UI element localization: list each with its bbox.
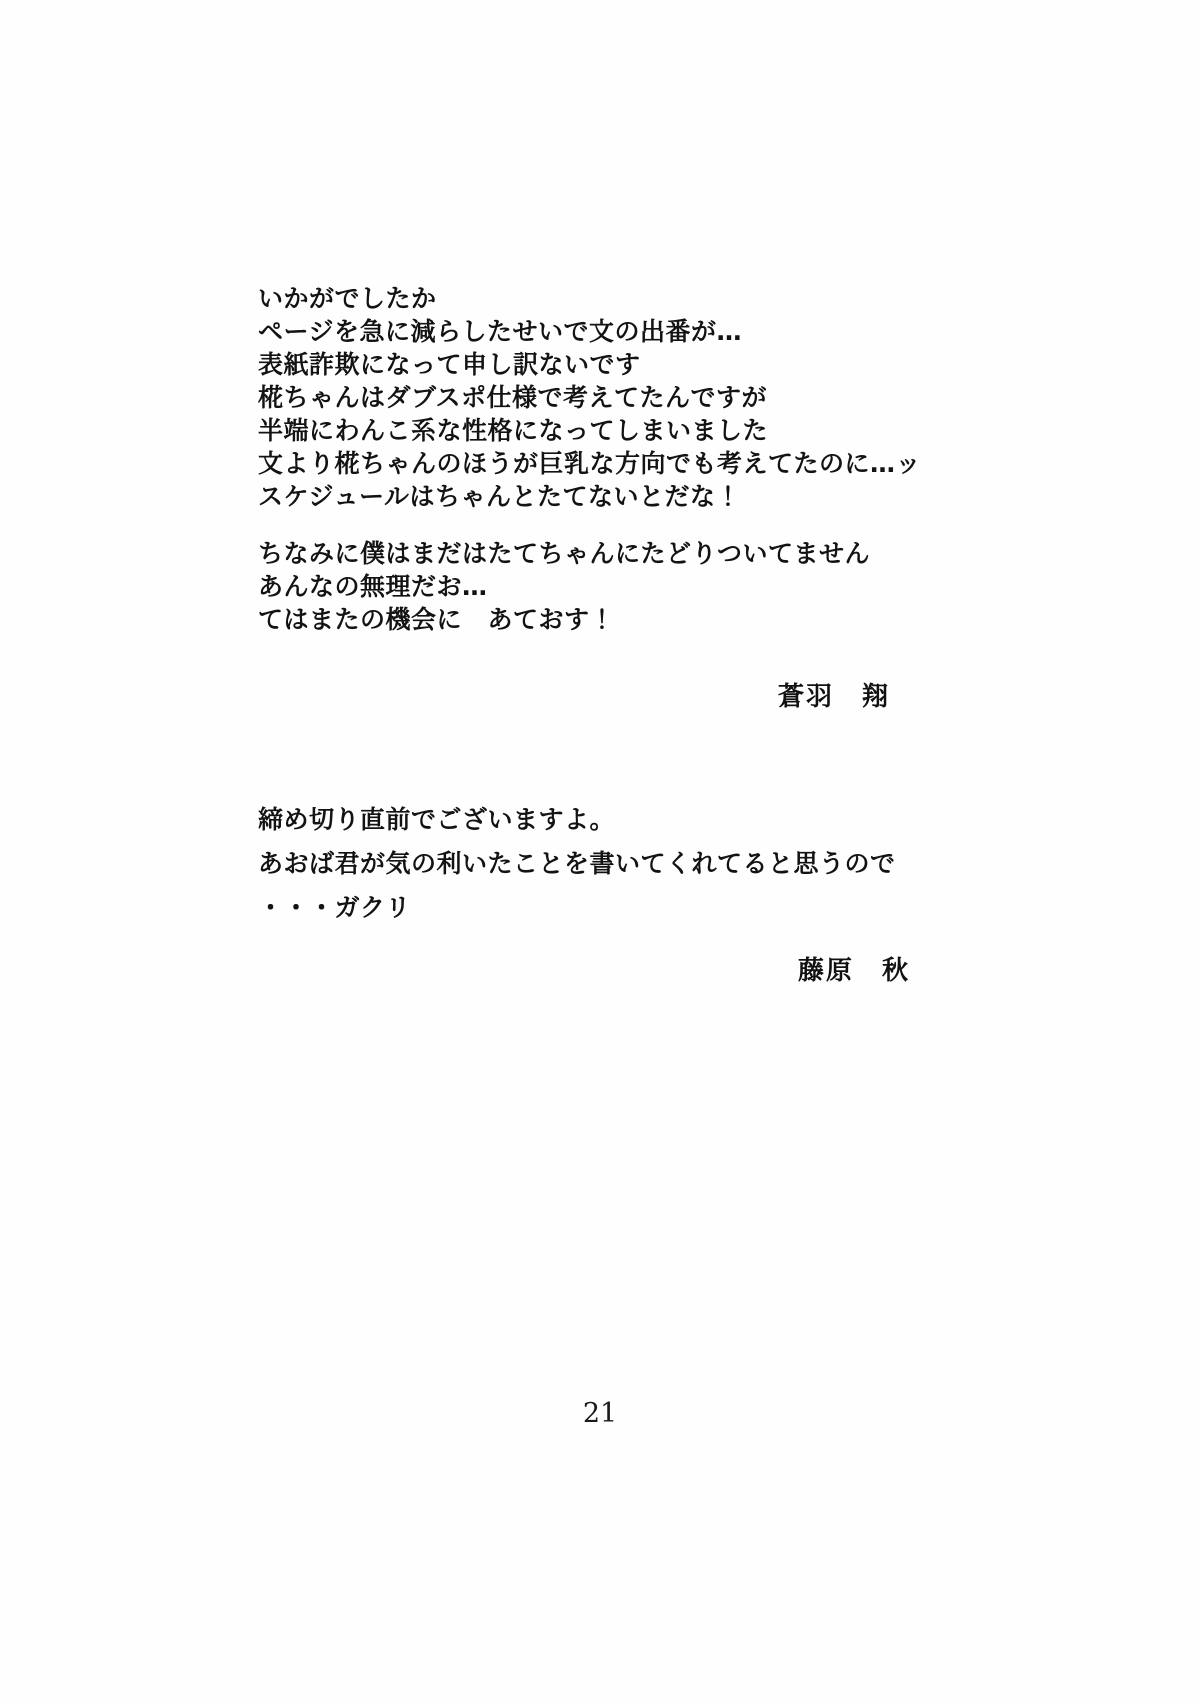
signature-spacer: [258, 930, 1078, 954]
note-line: あんなの無理だお…: [258, 572, 488, 601]
author-note-one: [258, 282, 1078, 714]
note-line: 半端にわんこ系な性格になってしまいました: [258, 416, 769, 445]
note-line: スケジュールはちゃんとたてないとだな！: [258, 482, 742, 511]
note-line: ページを急に減らしたせいで文の出番が…: [258, 317, 743, 346]
section-spacer: [258, 714, 1078, 798]
note-line: 椛ちゃんはダブスポ仕様で考えてたんですが: [258, 383, 768, 412]
paragraph-spacer: [258, 513, 1078, 537]
note-line: 表紙詐欺になって申し訳ないです: [258, 350, 641, 379]
note-line: 文より椛ちゃんのほうが巨乳な方向でも考えてたのに…ッ: [258, 449, 922, 478]
note-line: あおば君が気の利いたことを書いてくれてると思うので: [258, 849, 896, 878]
note-line: ちなみに僕はまだはたてちゃんにたどりついてません: [258, 539, 871, 568]
note-line: 締め切り直前でございますよ。: [258, 805, 616, 834]
author-signature-one: 蒼羽 翔: [778, 682, 891, 712]
note-line: いかがでしたか: [258, 284, 437, 313]
page-number: 21: [582, 1398, 618, 1429]
signature-spacer: [258, 636, 1078, 680]
note-line: ・・・ガクリ: [258, 893, 412, 922]
note-line: てはまたの機会に あておす！: [258, 605, 616, 634]
author-note-two: [258, 798, 1078, 988]
author-signature-two: 藤原 秋: [798, 956, 911, 986]
afterword-section: [258, 282, 1078, 988]
